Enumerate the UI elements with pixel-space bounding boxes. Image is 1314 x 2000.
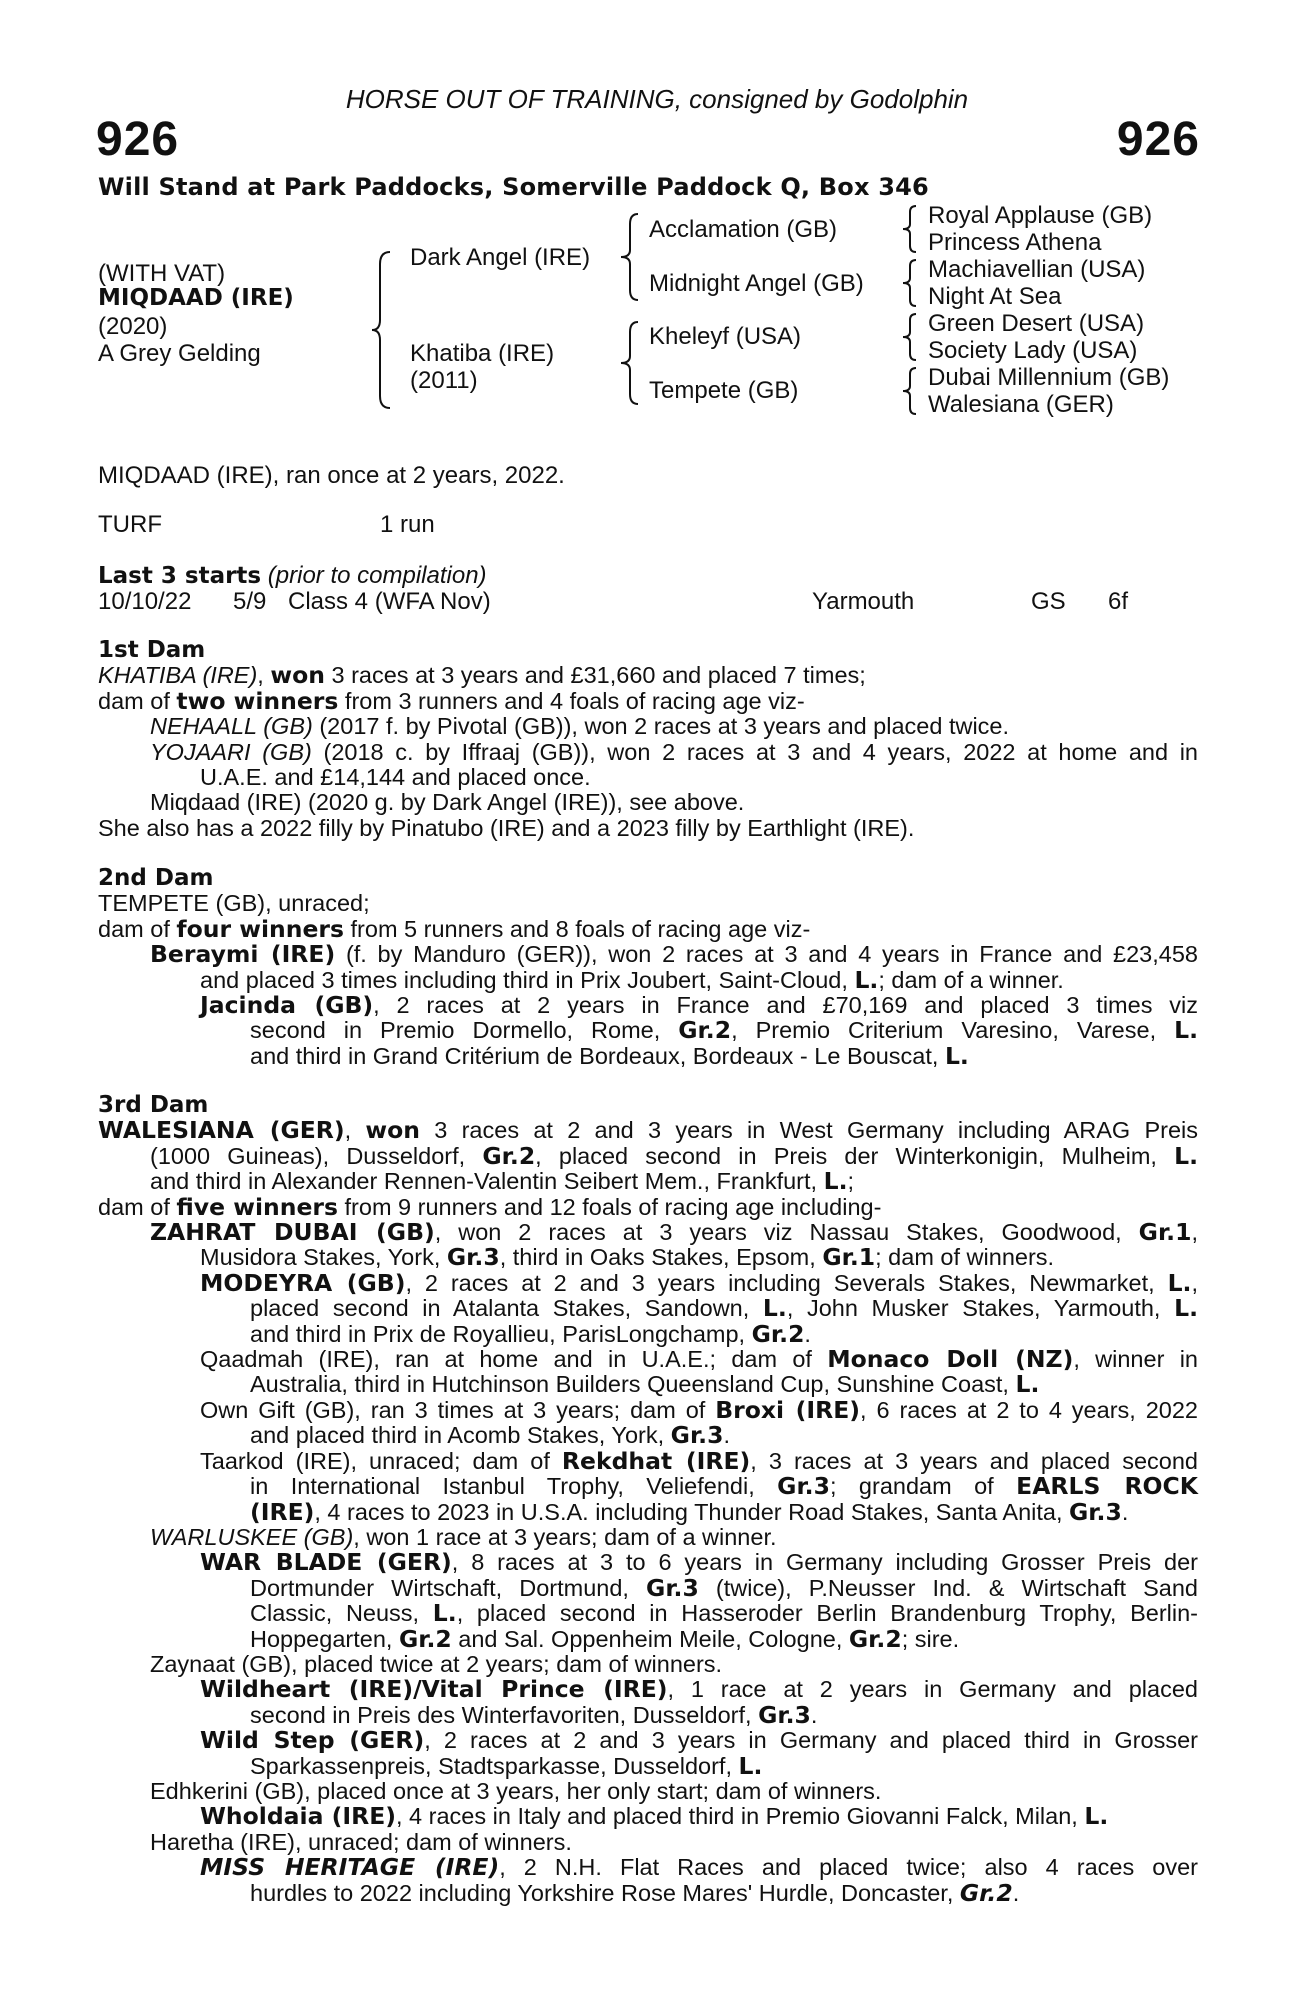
lot-number-right: 926 xyxy=(1116,113,1200,166)
start-position: 5/9 xyxy=(233,588,267,615)
dam: Khatiba (IRE) xyxy=(410,340,555,367)
horse-name: MIQDAAD (IRE) xyxy=(98,285,294,311)
first-dam-heading: 1st Dam xyxy=(98,637,206,663)
g3-4: Night At Sea xyxy=(928,283,1062,310)
start-course: Yarmouth xyxy=(812,588,915,615)
page-header: HORSE OUT OF TRAINING, consigned by Godolphin xyxy=(345,84,969,114)
second-dam-heading: 2nd Dam xyxy=(98,865,214,891)
g3-1: Royal Applause (GB) xyxy=(928,202,1153,229)
last-starts-note: (prior to compilation) xyxy=(267,562,487,589)
pedigree-bracket-sire xyxy=(618,212,640,302)
g3-5: Green Desert (USA) xyxy=(928,310,1145,337)
pedigree-bracket-dam xyxy=(618,320,640,406)
pedigree-bracket-g3 xyxy=(900,312,918,362)
last-starts-heading xyxy=(98,562,487,590)
g3-7: Dubai Millennium (GB) xyxy=(928,364,1170,391)
stand-location: Will Stand at Park Paddocks, Somerville Paddock Q, Box 346 xyxy=(98,173,929,201)
g3-8: Walesiana (GER) xyxy=(928,391,1114,418)
pedigree-bracket-gen1 xyxy=(370,250,392,410)
start-going: GS xyxy=(1031,588,1066,615)
sire-sire: Acclamation (GB) xyxy=(649,216,838,243)
turf-label: TURF xyxy=(98,511,162,538)
third-dam-section: 3rd Dam WALESIANA (GER), won 3 races at 2 and 3 years in West Germany including ARAG Preis (1000 Guineas), Dusseldorf, Gr.2, placed second in Preis der Winterkonigin, Mulheim, L. and third in Alexander Rennen-Valentin Seibert Mem., Frankfurt, L.; dam of five winners from 9 runners and 12 foals of racing age including- ZAHRAT DUBAI (GB), won 2 races at 3 years viz Nassau Stakes, Goodwood, Gr.1, Musidora Stakes, York, Gr.3, third in Oaks Stakes, Epsom, Gr.1; dam of winners. MODEYRA (GB), 2 races at 2 and 3 years including Severals Stakes, Newmarket, L., placed second in Atalanta Stakes, Sandown, L., John Musker Stakes, Yarmouth, L. and third in Prix de Royallieu, ParisLongchamp, Gr.2. Qaadmah (IRE), ran at home and in U.A.E.; dam of Monaco Doll (NZ), winner in Australia, third in Hutchinson Builders Queensland Cup, Sunshine Coast, L. Own Gift (GB), ran 3 times at 3 years; dam of Broxi (IRE), 6 races at 2 to 4 years, 2022 and placed third in Acomb Stakes, York, Gr.3. Taarkod (IRE), unraced; dam of Rekdhat (IRE), 3 races at 3 years and placed second in International Istanbul Trophy, Veliefendi, Gr.3; grandam of EARLS ROCK (IRE), 4 races to 2023 in U.S.A. including Thunder Road Stakes, Santa Anita, Gr.3. WARLUSKEE (GB), won 1 race at 3 years; dam of a winner. WAR BLADE (GER), 8 races at 3 to 6 years in Germany including Grosser Preis der Dortmunder Wirtschaft, Dortmund, Gr.3 (twice), P.Neusser Ind. & Wirtschaft Sand Classic, Neuss, L., placed second in Hasseroder Berlin Brandenburg Trophy, Berlin- Hoppegarten, Gr.2 and Sal. Oppenheim Meile, Cologne, Gr.2; sire. Zaynaat (GB), placed twice at 2 years; dam of winners. Wildheart (IRE)/Vital Prince (IRE), 1 race at 2 years in Germany and placed second in Preis des Winterfavoriten, Dusseldorf, Gr.3. Wild Step (GER), 2 races at 2 and 3 years in Germany and placed third in Grosser Sparkassenpreis, Stadtsparkasse, Dusseldorf, L. Edhkerini (GB), placed once at 3 years, her only start; dam of winners. Wholdaia (IRE), 4 races in Italy and placed third in Premio Giovanni Falck, Milan, L. Haretha (IRE), unraced; dam of winners. MISS HERITAGE (IRE), 2 N.H. Flat Races and placed twice; also 4 races over hurdles to 2022 including Yorkshire Rose Mares' Hurdle, Doncaster, Gr.2. xyxy=(98,1092,1199,1907)
start-date: 10/10/22 xyxy=(98,588,192,615)
dam-dam: Tempete (GB) xyxy=(649,377,799,404)
horse-year: (2020) xyxy=(98,313,168,340)
second-dam-section: 2nd Dam TEMPETE (GB), unraced; dam of four winners from 5 runners and 8 foals of racing age viz- Beraymi (IRE) (f. by Manduro (GER)), won 2 races at 3 and 4 years in France and £23,458 and placed 3 times including third in Prix Joubert, Saint-Cloud, L.; dam of a winner. Jacinda (GB), 2 races at 2 years in France and £70,169 and placed 3 times viz second in Premio Dormello, Rome, Gr.2, Premio Criterium Varesino, Varese, L. and third in Grand Critérium de Bordeaux, Bordeaux - Le Bouscat, L. xyxy=(98,865,1198,1070)
third-dam-heading: 3rd Dam xyxy=(98,1092,209,1118)
turf-runs: 1 run xyxy=(380,511,435,538)
pedigree-bracket-g1 xyxy=(900,204,918,254)
last-starts-title: Last 3 starts xyxy=(98,563,262,589)
dam-year: (2011) xyxy=(410,367,478,394)
start-distance: 6f xyxy=(1108,588,1129,615)
vat-label: (WITH VAT) xyxy=(98,260,226,287)
pedigree-bracket-g4 xyxy=(900,366,918,416)
lot-number-left: 926 xyxy=(96,113,180,166)
sire-dam: Midnight Angel (GB) xyxy=(649,270,864,297)
pedigree-bracket-g2 xyxy=(900,258,918,308)
g3-6: Society Lady (USA) xyxy=(928,337,1138,364)
sire: Dark Angel (IRE) xyxy=(410,244,591,271)
g3-3: Machiavellian (USA) xyxy=(928,256,1146,283)
race-summary: MIQDAAD (IRE), ran once at 2 years, 2022. xyxy=(98,462,565,489)
first-dam-section: 1st Dam KHATIBA (IRE), won 3 races at 3 years and £31,660 and placed 7 times; dam of two winners from 3 runners and 4 foals of racing age viz- NEHAALL (GB) (2017 f. by Pivotal (GB)), won 2 races at 3 years and placed twice. YOJAARI (GB) (2018 c. by Iffraaj (GB)), won 2 races at 3 and 4 years, 2022 at home and in U.A.E. and £14,144 and placed once. Miqdaad (IRE) (2020 g. by Dark Angel (IRE)), see above. She also has a 2022 filly by Pinatubo (IRE) and a 2023 filly by Earthlight (IRE). xyxy=(98,637,1199,841)
start-race: Class 4 (WFA Nov) xyxy=(288,588,491,615)
g3-2: Princess Athena xyxy=(928,229,1102,256)
horse-description: A Grey Gelding xyxy=(98,340,261,367)
dam-sire: Kheleyf (USA) xyxy=(649,323,802,350)
